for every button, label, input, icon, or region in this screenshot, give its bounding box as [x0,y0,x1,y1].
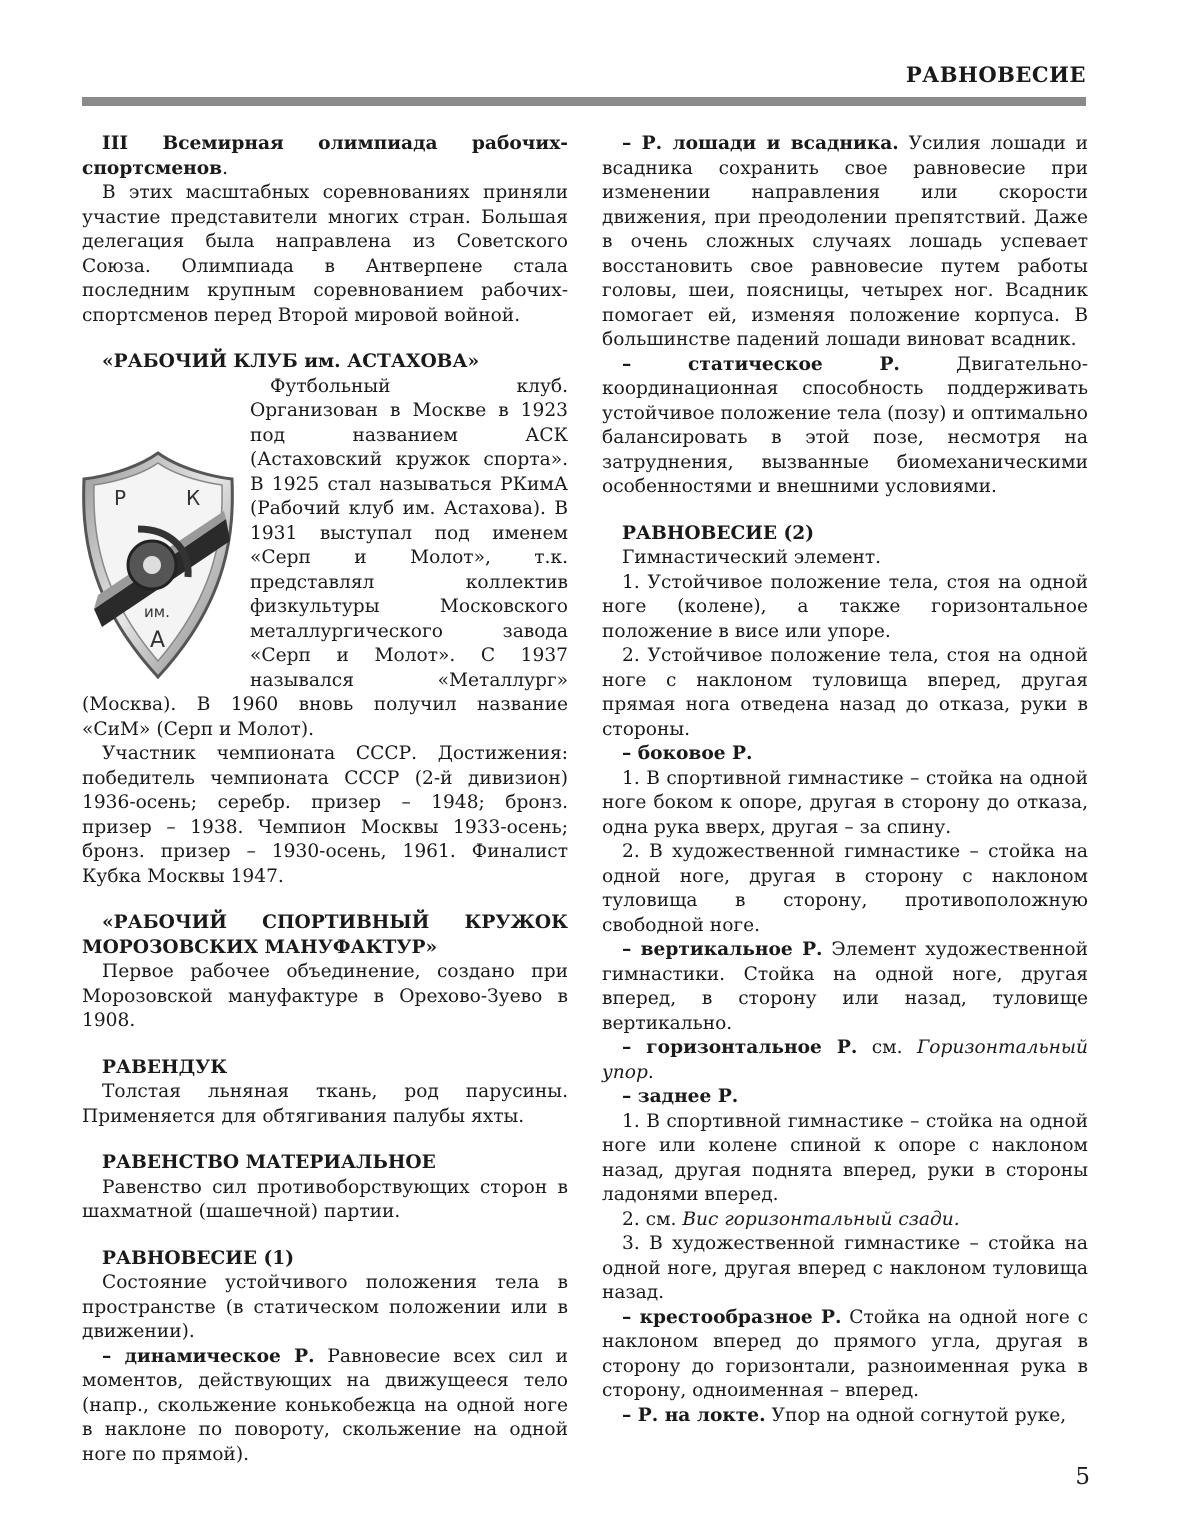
side-balance-1: 1. В спортивной гимнастике – стойка на одной ноге боком к опоре, другая в сторону до отказа, одна рука вверх, другая – за спину. [602,767,1088,838]
balance2-intro: Гимнастический элемент. [622,547,882,568]
back-balance-3: 3. В художественной гимнастике – стойка на одной ноге, другая вперед с наклоном туловища назад. [602,1233,1088,1303]
ravenduk-heading: РАВЕНДУК [102,1056,228,1078]
horizontal-balance-entry: – горизонтальное Р. см. Горизонтальный упор. [602,1037,1088,1083]
side-balance-2: 2. В художественной гимнастике – стойка на одной ноге, другая в сторону с наклоном туловища в сторону, противоположную свободной ноге. [602,841,1088,936]
ravenduk-text: Толстая льняная ткань, род парусины. Применяется для обтягивания палубы яхты. [82,1081,568,1127]
vertical-balance-entry: – вертикальное Р. Элемент художественной гимнастики. Стойка на одной ноге, другая вперед, в сторону или назад, туловище вертикально. [602,939,1089,1034]
balance2-def2: 2. Устойчивое положение тела, стоя на одной ноге с наклоном туловища вперед, другая прямая нога отведена назад до отказа, руки в стороны. [602,645,1088,740]
header-rule [82,97,1086,106]
balance2-def1: 1. Устойчивое положение тела, стоя на одной ноге (колене), а также горизонтальное положение в висе или упоре. [602,571,1088,642]
balance2-heading: РАВНОВЕСИЕ (2) [622,522,815,544]
club-emblem-image [78,449,238,681]
olympiad-text: В этих масштабных соревнованиях приняли участие представители многих стран. Большая делегация была направлена из Советского Союза. Олимпиада в Антверпене стала последним крупным соревнованием рабочих-спортсменов перед Второй мировой войной. [82,182,568,326]
emblem-letter-1: Р [114,485,127,510]
static-balance-entry: – статическое Р. Двигательно-координационная способность поддерживать устойчивое положение тела (позу) и оптимально балансировать в этой позе, несмотря на затруднения, вызванные биомеханическими особенностями и внешними условиями. [602,353,1089,497]
circle-text: Первое рабочее объединение, создано при Морозовской мануфактуре в Орехово-Зуево в 1908. [82,961,568,1031]
running-title: РАВНОВЕСИЕ [905,62,1086,87]
emblem-letter-3: им. [144,602,170,621]
page-number: 5 [1075,1464,1090,1490]
left-column [82,132,568,1467]
olympiad-heading: III Всемирная олимпиада рабочих-спортсменов. [82,133,568,179]
cross-balance-entry: – крестообразное Р. Стойка на одной ноге с наклоном вперед до прямого угла, другая в сторону до горизонтали, разноименная рука в сторону, одноименная – вперед. [602,1306,1088,1401]
right-column [602,132,1088,1428]
circle-heading: «РАБОЧИЙ СПОРТИВНЫЙ КРУЖОК МОРОЗОВСКИХ МАНУФАКТУР» [82,912,568,958]
elbow-balance-entry: – Р. на локте. Упор на одной согнутой руке, [622,1404,1067,1426]
back-balance-term: – заднее Р. [622,1086,739,1107]
equality-heading: РАВЕНСТВО МАТЕРИАЛЬНОЕ [102,1152,436,1173]
equality-text: Равенство сил противоборствующих сторон в шахматной (шашечной) партии. [82,1176,568,1222]
balance1-heading: РАВНОВЕСИЕ (1) [102,1247,295,1269]
horse-balance-entry: – Р. лошади и всадника. Усилия лошади и всадника сохранить свое равновесие при изменении направления или скорости движения, при преодолении препятствий. Даже в очень сложных случаях лошадь успевает восстановить свое равновесие путем работы головы, шеи, поясницы, четырех ног. Всадник помогает ей, изменяя положение корпуса. В большинстве падений лошади виноват всадник. [602,133,1088,350]
back-balance-2: 2. см. Вис горизонтальный сзади. [622,1208,960,1230]
emblem-letter-4: А [150,627,166,653]
back-balance-1: 1. В спортивной гимнастике – стойка на одной ноге или колене спиной к опоре с наклоном назад, другая поднята вперед, руки в стороны ладонями вперед. [602,1110,1088,1205]
emblem-letter-2: К [186,485,201,510]
club-achievements: Участник чемпионата СССР. Достижения: победитель чемпионата СССР (2-й дивизион) 1936-осень; серебр. призер – 1948; бронз. призер – 1938. Чемпион Москвы 1933-осень; бронз. призер – 1930-осень, 1961. Финалист Кубка Москвы 1947. [82,743,568,887]
club-text: Футбольный клуб. Организован в Москве в 1923 под названием АСК (Астаховский кружок спорта». В 1925 стал называться РКимА (Рабочий клуб им. Астахова). В 1931 выступал под именем «Серп и Молот», т.к. представлял коллектив физкультуры Московского металлургического завода «Серп и Молот». С 1937 назывался «Металлург» (Москва). В 1960 вновь получил название «СиМ» (Серп и Молот). [82,375,568,740]
club-heading: «РАБОЧИЙ КЛУБ им. АСТАХОВА» [102,351,480,372]
side-balance-term: – боковое Р. [622,743,753,764]
dynamic-balance-entry: – динамическое Р. Равновесие всех сил и моментов, действующих на движущееся тело (напр., скольжение конькобежца на одной ноге в наклоне по повороту, скольжение на одной ноге по прямой). [82,1345,568,1465]
balance1-text: Состояние устойчивого положения тела в пространстве (в статическом положении или в движении). [82,1272,568,1342]
